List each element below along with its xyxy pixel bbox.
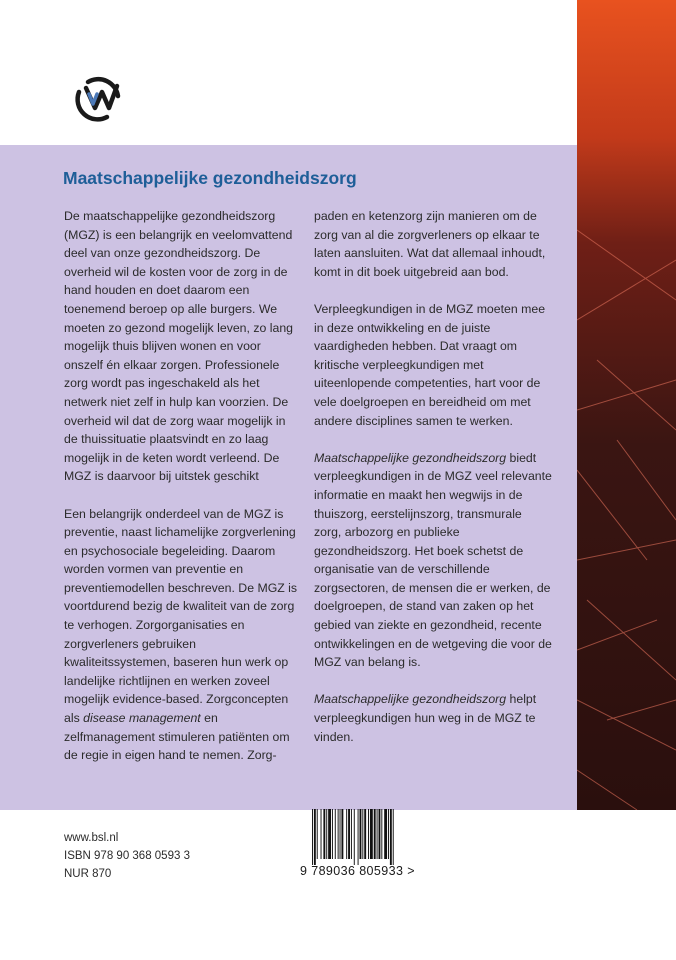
left-text-column bbox=[64, 207, 302, 783]
barcode-bar bbox=[390, 809, 392, 865]
barcode-bar bbox=[346, 809, 347, 859]
paragraph: Verpleegkundigen in de MGZ moeten mee in deze ontwikkeling en de juiste vaardigheden hebben. Dat vraagt om kritische verpleegkundigen met uiteenlopende competenties, hart voor de vele doelgroepen en bereidheid om met andere disciplines samen te werken. bbox=[314, 301, 546, 428]
barcode-bar bbox=[393, 809, 394, 865]
barcode-bar bbox=[312, 809, 313, 865]
barcode-bar bbox=[317, 809, 318, 859]
barcode-bar bbox=[328, 809, 331, 859]
paragraph: De maatschappelijke gezondheidszorg (MGZ) is een belangrijk en veelomvattend deel van onze gezondheidszorg. De overheid wil de kosten voor de zorg in de hand houden en doet daarom een toenemend beroep op alle burgers. We moeten zo gezond mogelijk leven, zo lang mogelijk thuis blijven wonen en voor onszelf én elkaar zorgen. Professionele zorg wordt pas ingeschakeld als het netwerk niet zelf in hulp kan voorzien. De overheid wil dat de zorg waar mogelijk in de thuissituatie plaatsvindt en zo laag mogelijk in de keten wordt verleend. De MGZ is daarvoor bij uitstek geschikt bbox=[64, 209, 293, 484]
barcode-bar bbox=[354, 809, 355, 865]
barcode-bar bbox=[326, 809, 327, 859]
barcode-bar bbox=[374, 809, 376, 859]
cover-art bbox=[577, 0, 676, 810]
barcode-bar bbox=[338, 809, 339, 859]
barcode-bar bbox=[323, 809, 325, 859]
barcode-bar bbox=[348, 809, 350, 859]
barcode-bar bbox=[358, 809, 359, 865]
book-title: Maatschappelijke gezondheidszorg bbox=[63, 168, 357, 188]
isbn-text: ISBN 978 90 368 0593 3 bbox=[64, 850, 190, 862]
barcode-bar bbox=[321, 809, 322, 859]
vw-logo-icon bbox=[64, 62, 128, 126]
barcode-bar bbox=[370, 809, 373, 859]
barcode-bar bbox=[381, 809, 382, 859]
network-lines-art bbox=[577, 0, 676, 810]
barcode-digits: 9 789036 805933 > bbox=[300, 864, 415, 878]
nur-text: NUR 870 bbox=[64, 868, 112, 880]
right-text-column bbox=[314, 207, 552, 765]
paragraph: Een belangrijk onderdeel van de MGZ is preventie, naast lichamelijke zorgverlening en psychosociale begeleiding. Daarom worden vormen van preventie en preventiemodellen beschreven. De MGZ is voortdurend bezig de kwaliteit van de zorg te verhogen. Zorgorganisaties en zorgverleners gebruiken kwaliteitssystemen, baseren hun werk op landelijke richtlijnen en werken zoveel mogelijk evidence-based. Zorgconcepten als disease management en zelfmanagement stimuleren patiënten om de regie in eigen hand te nemen. Zorg- bbox=[64, 506, 298, 763]
barcode-bar bbox=[384, 809, 387, 859]
barcode-bar bbox=[377, 809, 378, 859]
barcode-bar bbox=[388, 809, 389, 859]
barcode-bar bbox=[364, 809, 366, 859]
barcode-bar bbox=[368, 809, 369, 859]
paragraph: Maatschappelijke gezondheidszorg biedt verpleegkundigen in de MGZ veel relevante informatie en maakt hen wegwijs in de thuiszorg, eerstelijnszorg, transmurale zorg, arbozorg en publieke gezondheidszorg. Het boek schetst de organisatie van de verschillende zorgsectoren, de mensen die er werken, de doelgroepen, de stand van zaken op het gebied van ziekte en gezondheid, recente ontwikkelingen en de wetgeving die voor de MGZ van belang is. bbox=[314, 450, 552, 670]
barcode-bar bbox=[340, 809, 341, 859]
top-band bbox=[0, 0, 676, 145]
barcode-bar bbox=[332, 809, 333, 859]
barcode-bar bbox=[341, 809, 343, 859]
publisher-info bbox=[64, 829, 190, 883]
barcode-bar bbox=[360, 809, 362, 859]
paragraph: Maatschappelijke gezondheidszorg helpt verpleegkundigen hun weg in de MGZ te vinden. bbox=[314, 692, 537, 744]
barcode-bar bbox=[379, 809, 381, 859]
barcode-bar bbox=[335, 809, 336, 859]
barcode-bar bbox=[362, 809, 363, 859]
paragraph: paden en ketenzorg zijn manieren om de zorg van al die zorgverleners op elkaar te laten aansluiten. Wat dat allemaal inhoudt, komt in dit boek uitgebreid aan bod. bbox=[314, 209, 546, 279]
barcode-bar bbox=[351, 809, 352, 859]
barcode-bar bbox=[314, 809, 316, 865]
website-link[interactable]: www.bsl.nl bbox=[64, 832, 119, 844]
